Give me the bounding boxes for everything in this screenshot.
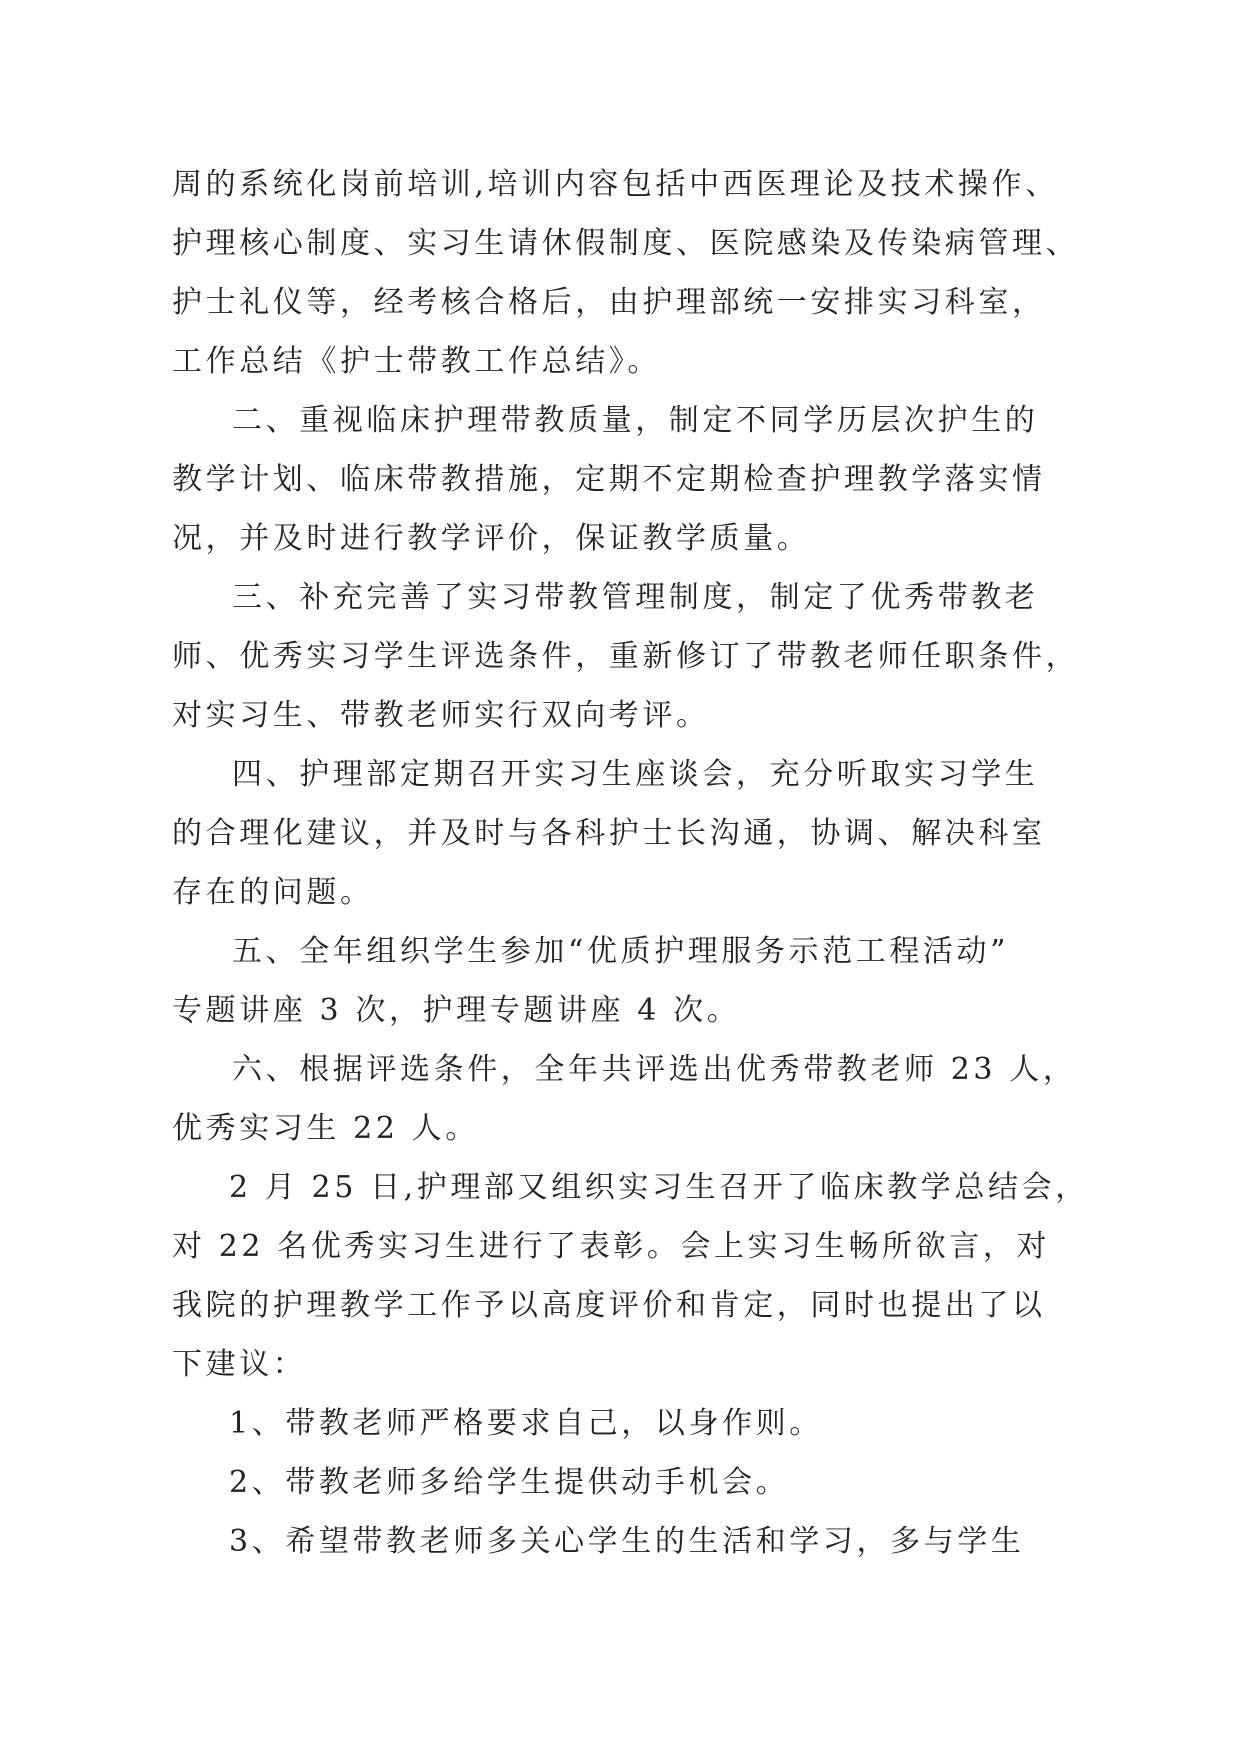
text-line: 下建议： [172,1347,307,1382]
paragraph-4-first-line: 四、护理部定期召开实习生座谈会，充分听取实习学生 [232,757,1039,792]
text-line: 对实习生、带教老师实行双向考评。 [172,698,710,733]
text-line: 护士礼仪等，经考核合格后，由护理部统一安排实习科室， [172,285,1046,320]
paragraph-3-first-line: 三、补充完善了实习带教管理制度，制定了优秀带教老 [232,580,1039,615]
text-line: 专题讲座 3 次，护理专题讲座 4 次。 [172,993,741,1028]
suggestion-item-3: 3、希望带教老师多关心学生的生活和学习，多与学生 [229,1524,1025,1559]
text-line: 对 22 名优秀实习生进行了表彰。会上实习生畅所欲言，对 [172,1229,1051,1264]
suggestion-item-1: 1、带教老师严格要求自己，以身作则。 [229,1406,823,1441]
summary-paragraph-first-line: 2 月 25 日,护理部又组织实习生召开了临床教学总结会， [229,1170,1089,1205]
text-line: 师、优秀实习学生评选条件，重新修订了带教老师任职条件， [172,639,1080,674]
paragraph-6-first-line: 六、根据评选条件，全年共评选出优秀带教老师 23 人， [232,1052,1077,1087]
text-line: 周的系统化岗前培训,培训内容包括中西医理论及技术操作、 [172,167,1059,202]
text-line: 况，并及时进行教学评价，保证教学质量。 [172,521,811,556]
document-body [172,155,1172,1571]
paragraph-2-first-line: 二、重视临床护理带教质量，制定不同学历层次护生的 [232,403,1039,438]
text-line: 护理核心制度、实习生请休假制度、医院感染及传染病管理、 [172,226,1080,261]
text-line: 我院的护理教学工作予以高度评价和肯定，同时也提出了以 [172,1288,1046,1323]
text-line: 存在的问题。 [172,875,374,910]
text-line: 优秀实习生 22 人。 [172,1111,479,1146]
suggestion-item-2: 2、带教老师多给学生提供动手机会。 [229,1465,790,1500]
text-line: 教学计划、临床带教措施，定期不定期检查护理教学落实情 [172,462,1046,497]
paragraph-5-first-line: 五、全年组织学生参加“优质护理服务示范工程活动” [232,934,1010,969]
text-line: 工作总结《护士带教工作总结》。 [172,344,661,379]
text-line: 的合理化建议，并及时与各科护士长沟通，协调、解决科室 [172,816,1046,851]
